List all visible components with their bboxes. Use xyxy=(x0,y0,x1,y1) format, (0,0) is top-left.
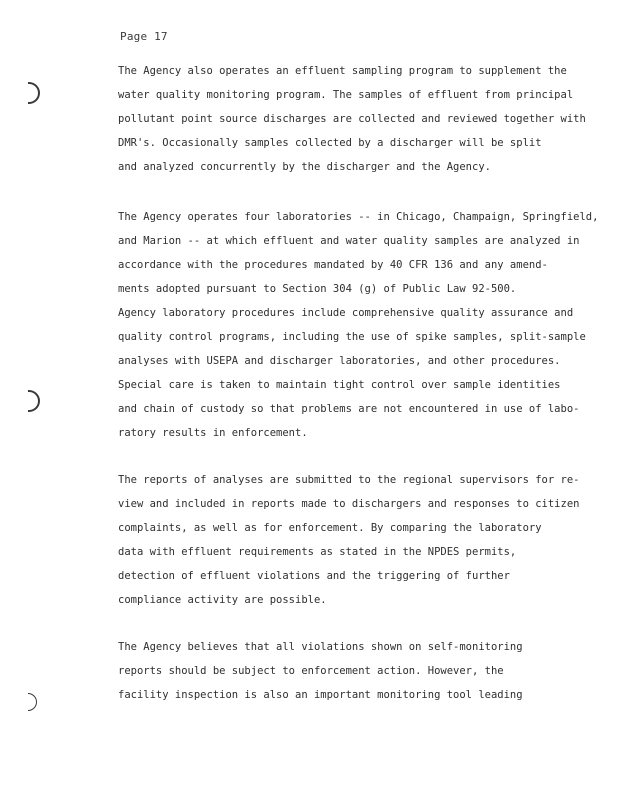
paragraph-1-line: pollutant point source discharges are collected and reviewed together with xyxy=(118,113,586,125)
punch-hole-mark xyxy=(28,390,40,412)
paragraph-4-line: The Agency believes that all violations shown on self-monitoring xyxy=(118,641,523,653)
page-number: Page 17 xyxy=(120,30,168,43)
paragraph-3-line: detection of effluent violations and the triggering of further xyxy=(118,570,510,582)
paragraph-2-line: The Agency operates four laboratories -- in Chicago, Champaign, Springfield, xyxy=(118,211,599,223)
paragraph-1-line: The Agency also operates an effluent sampling program to supplement the xyxy=(118,65,567,77)
paragraph-2-line: and chain of custody so that problems are not encountered in use of labo- xyxy=(118,403,580,415)
punch-hole-mark xyxy=(28,693,37,711)
paragraph-2-line: and Marion -- at which effluent and water quality samples are analyzed in xyxy=(118,235,580,247)
paragraph-4-line: reports should be subject to enforcement action. However, the xyxy=(118,665,504,677)
paragraph-1-line: DMR's. Occasionally samples collected by a discharger will be split xyxy=(118,137,542,149)
paragraph-3-line: view and included in reports made to dischargers and responses to citizen xyxy=(118,498,580,510)
paragraph-2-line: quality control programs, including the use of spike samples, split-sample xyxy=(118,331,586,343)
paragraph-1-line: water quality monitoring program. The samples of effluent from principal xyxy=(118,89,574,101)
paragraph-2-line: Agency laboratory procedures include comprehensive quality assurance and xyxy=(118,307,574,319)
punch-hole-mark xyxy=(28,82,40,104)
paragraph-1-line: and analyzed concurrently by the discharger and the Agency. xyxy=(118,161,491,173)
paragraph-2-line: ments adopted pursuant to Section 304 (g) of Public Law 92-500. xyxy=(118,283,517,295)
paragraph-2-line: analyses with USEPA and discharger laboratories, and other procedures. xyxy=(118,355,561,367)
paragraph-2-line: Special care is taken to maintain tight control over sample identities xyxy=(118,379,561,391)
paragraph-3-line: complaints, as well as for enforcement. By comparing the laboratory xyxy=(118,522,542,534)
paragraph-2-line: accordance with the procedures mandated by 40 CFR 136 and any amend- xyxy=(118,259,548,271)
paragraph-4-line: facility inspection is also an important monitoring tool leading xyxy=(118,689,523,701)
paragraph-3-line: data with effluent requirements as stated in the NPDES permits, xyxy=(118,546,517,558)
paragraph-3-line: compliance activity are possible. xyxy=(118,594,327,606)
paragraph-2-line: ratory results in enforcement. xyxy=(118,427,308,439)
paragraph-3-line: The reports of analyses are submitted to the regional supervisors for re- xyxy=(118,474,580,486)
